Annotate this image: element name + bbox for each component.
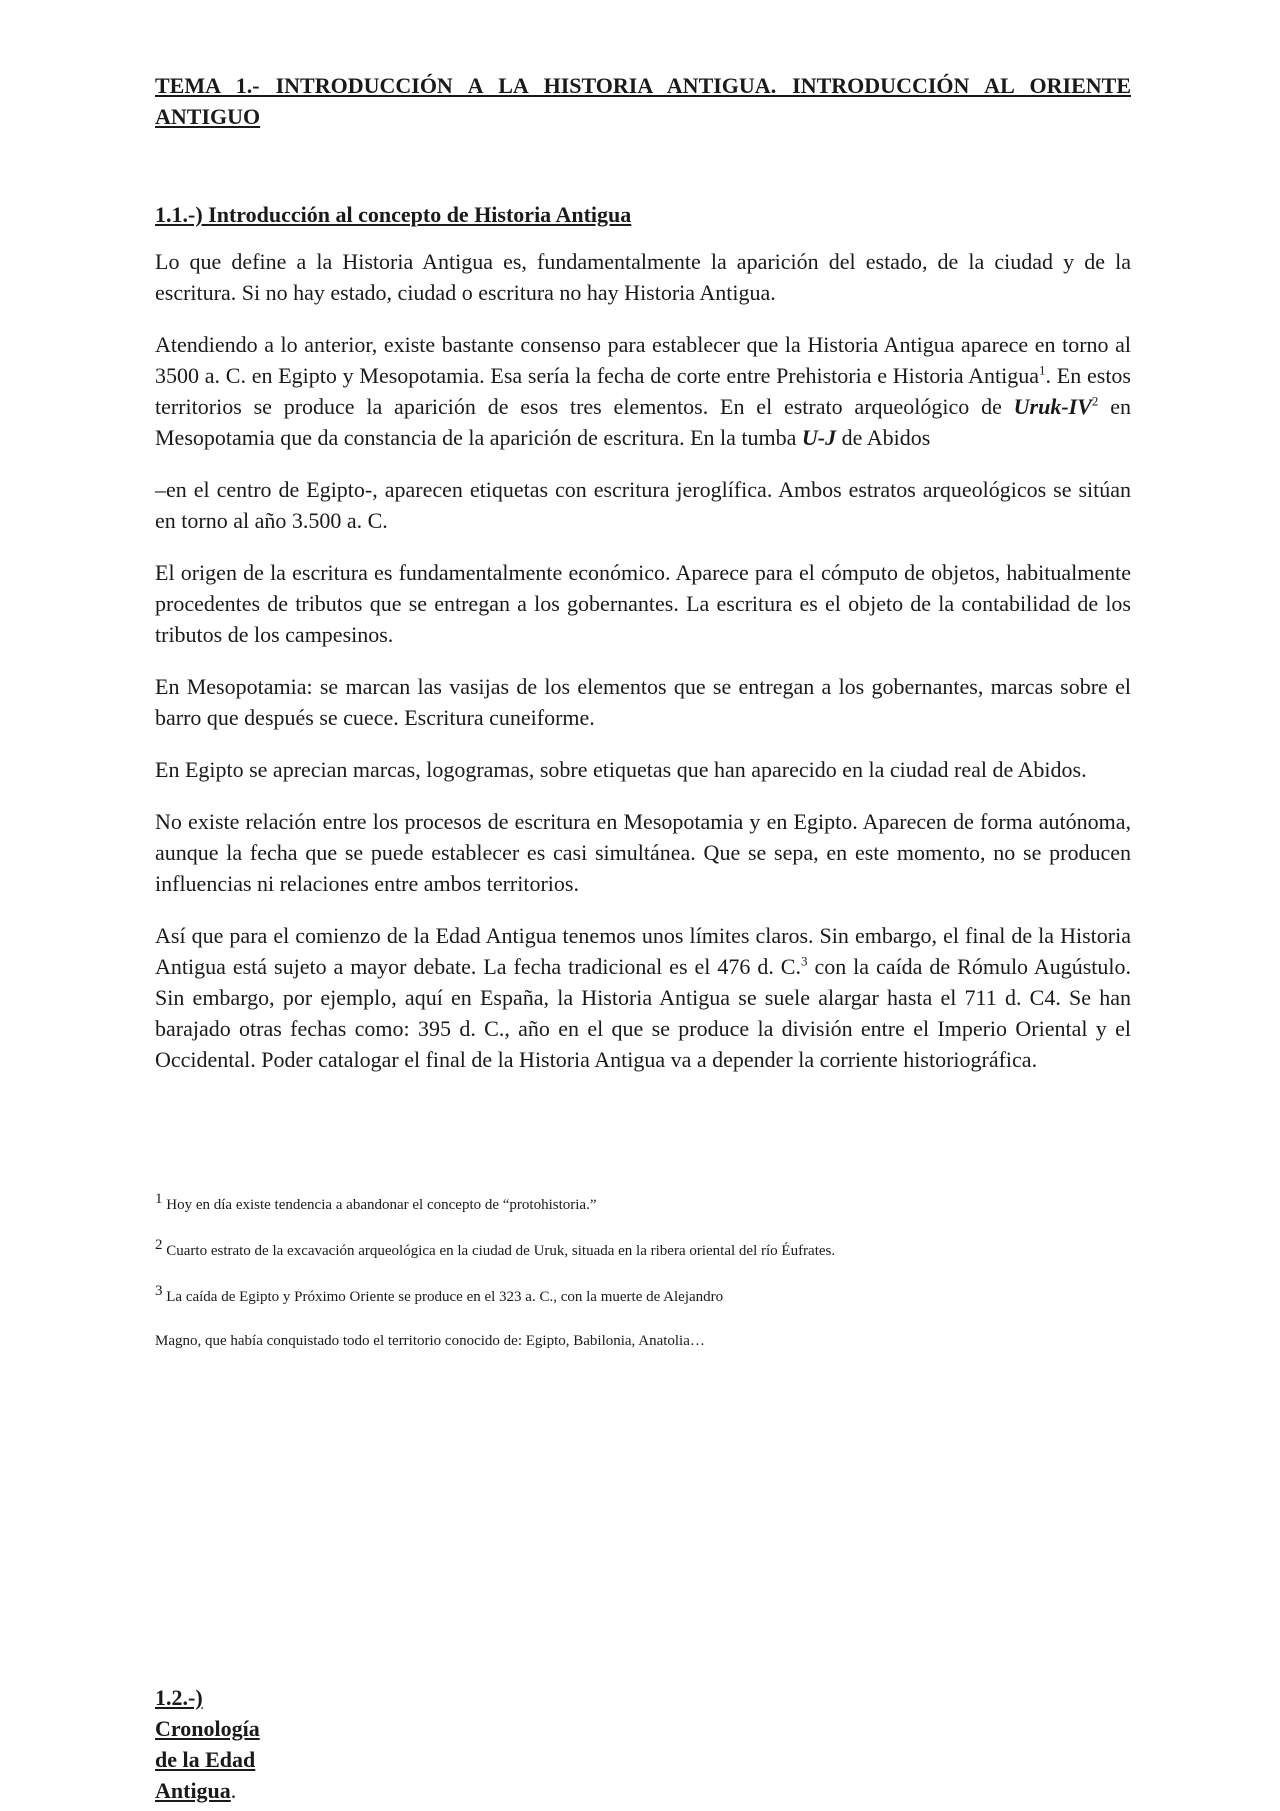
- footnote-ref-3[interactable]: 3: [800, 953, 808, 969]
- section-heading-1-2-text: 1.2.-) Cronología de la Edad Antigua: [155, 1685, 260, 1803]
- paragraph-6: En Egipto se aprecian marcas, logogramas, sobre etiquetas que han aparecido en la ciudad real de Abidos.: [155, 757, 1087, 782]
- paragraph-8-text-b: con la caída de Rómulo Augústulo. Sin embargo, por ejemplo, aquí en España, la Historia Antigua se suele alargar hasta el 711 d. C4. Se han barajado otras fechas como: 395 d. C., año en el que se produce la división entre el Imperio Oriental y el Occidental. Poder catalogar el final de la Historia Antigua va a depender la corriente historiográfica.: [155, 954, 1131, 1072]
- footnote-3-number: 3: [155, 1283, 163, 1299]
- footnote-1-number: 1: [155, 1191, 163, 1207]
- footnote-ref-1[interactable]: 1: [1039, 362, 1046, 378]
- paragraph-2: [155, 329, 1131, 453]
- footnote-1: [155, 1191, 1131, 1215]
- section-heading-1-2: [155, 1682, 260, 1806]
- uruk-iv-term: Uruk-IV: [1013, 394, 1092, 419]
- footnote-ref-2[interactable]: 2: [1091, 393, 1099, 409]
- footnote-2: [155, 1237, 1131, 1261]
- paragraph-8: [155, 920, 1131, 1075]
- paragraph-1: Lo que define a la Historia Antigua es, fundamentalmente la aparición del estado, de la ciudad y de la escritura. Si no hay estado, ciudad o escritura no hay Historia Antigua.: [155, 249, 1131, 305]
- paragraph-2-text-d: de Abidos: [836, 425, 931, 450]
- section-heading-1-1: [155, 199, 1131, 230]
- footnote-1-text: Hoy en día existe tendencia a abandonar el concepto de “protohistoria.”: [162, 1197, 597, 1213]
- footnote-3: [155, 1283, 1131, 1307]
- footnote-2-number: 2: [155, 1237, 163, 1253]
- paragraph-7: No existe relación entre los procesos de escritura en Mesopotamia y en Egipto. Aparecen de forma autónoma, aunque la fecha que se puede establecer es casi simultánea. Que se sepa, en este momento, no se producen influencias ni relaciones entre ambos territorios.: [155, 809, 1131, 896]
- footnote-2-text: Cuarto estrato de la excavación arqueológica en la ciudad de Uruk, situada en la ribera oriental del río Éufrates.: [162, 1243, 836, 1259]
- footnote-3-continuation: Magno, que había conquistado todo el territorio conocido de: Egipto, Babilonia, Anatolia…: [155, 1333, 705, 1349]
- paragraph-8-text-a: Así que para el comienzo de la Edad Antigua tenemos unos límites claros. Sin embargo, el final de la Historia Antigua está sujeto a mayor debate. La fecha tradicional es el 476 d. C.: [155, 923, 1131, 979]
- paragraph-4: El origen de la escritura es fundamentalmente económico. Aparece para el cómputo de objetos, habitualmente procedentes de tributos que se entregan a los gobernantes. La escritura es el objeto de la contabilidad de los tributos de los campesinos.: [155, 560, 1131, 647]
- paragraph-3: –en el centro de Egipto-, aparecen etiquetas con escritura jeroglífica. Ambos estratos arqueológicos se sitúan en torno al año 3.500 a. C.: [155, 477, 1131, 533]
- footnote-3-text: La caída de Egipto y Próximo Oriente se produce en el 323 a. C., con la muerte de Alejandro: [162, 1289, 724, 1305]
- section-heading-1-1-text: 1.1.-) Introducción al concepto de Historia Antigua: [155, 202, 632, 227]
- section-heading-1-2-trail: .: [230, 1778, 237, 1803]
- document-page: [155, 70, 1131, 1377]
- paragraph-5: En Mesopotamia: se marcan las vasijas de los elementos que se entregan a los gobernantes, marcas sobre el barro que después se cuece. Escritura cuneiforme.: [155, 674, 1131, 730]
- u-j-term: U-J: [801, 425, 837, 450]
- footnotes: [155, 1191, 1131, 1351]
- paragraph-2-text-b: . En estos territorios se produce la aparición de esos tres elementos. En el estrato arqueológico de: [155, 363, 1131, 419]
- document-title: TEMA 1.- INTRODUCCIÓN A LA HISTORIA ANTIGUA. INTRODUCCIÓN AL ORIENTE ANTIGUO: [155, 73, 1131, 129]
- paragraph-2-text-a: Atendiendo a lo anterior, existe bastante consenso para establecer que la Historia Antigua aparece en torno al 3500 a. C. en Egipto y Mesopotamia. Esa sería la fecha de corte entre Prehistoria e Historia Antigua: [155, 332, 1131, 388]
- paragraph-2-text-c: en Mesopotamia que da constancia de la aparición de escritura. En la tumba: [155, 394, 1131, 450]
